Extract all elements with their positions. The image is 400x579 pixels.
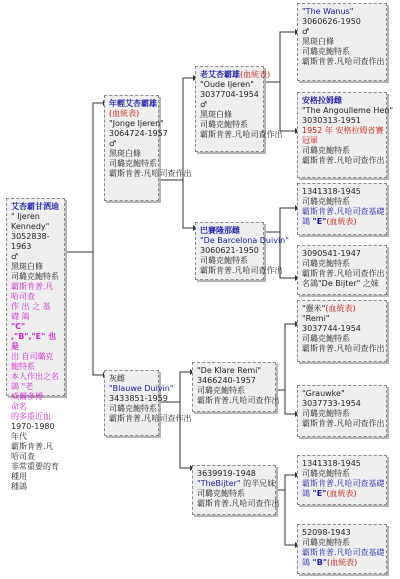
root-breeder: 司璐克鮑特系 — [11, 272, 59, 281]
ss-color: 黑斑白條 — [200, 110, 232, 119]
root-note: 1970-1980 年代 — [11, 422, 55, 441]
root-quote: " Ijeren Kennedy" — [11, 212, 50, 231]
dd-maker: 霸斯肯普.凡哈司查作出 — [197, 499, 280, 508]
dss-quote-cn: "靈米" — [302, 304, 326, 313]
sdd-breeder: 司璐克鮑特系 — [302, 259, 350, 268]
sdd-card[interactable] — [297, 245, 387, 295]
root-note: 霸斯肯普.凡哈司查 — [11, 442, 54, 461]
dds-maker-em: "E" — [312, 489, 327, 498]
ssd-name: 安格拉姆雌 — [302, 96, 342, 105]
root-note: 命名 — [11, 402, 27, 411]
dss-maker: 霸斯肯普.凡哈司查作出 — [302, 344, 385, 353]
sire-quote: "Jonge Ijeren" — [109, 119, 164, 128]
dds-maker-pre: 鴿 — [302, 489, 313, 498]
ddd-maker: 霸斯肯普.凡哈司查基礎 — [302, 548, 385, 557]
ssd-note: 冠軍 — [302, 136, 318, 145]
ssd-note: 1952 年 安格拉姆省賽 — [302, 126, 384, 135]
male-symbol-icon: ♂ — [11, 252, 19, 261]
dds-maker-line — [302, 489, 382, 499]
dd-quote-line — [197, 479, 276, 489]
dam-card[interactable] — [104, 370, 192, 436]
ssd-breeder: 司璐克鮑特系 — [302, 146, 350, 155]
dd-id: 3639919-1948 — [197, 469, 256, 478]
dsd-card[interactable] — [297, 385, 387, 437]
ddd-maker-line — [302, 558, 382, 568]
sds-id: 1341318-1945 — [302, 187, 361, 196]
sss-card[interactable] — [297, 3, 387, 81]
ssd-maker: 霸斯肯普.凡哈司查作出 — [302, 156, 385, 165]
ddd-breeder: 司璐克鮑特系 — [302, 538, 350, 547]
ds-quote: "De Klare Remi" — [197, 366, 262, 375]
sds-maker: 霸斯肯普.凡哈司查基礎 — [302, 207, 385, 216]
dsd-id: 3037733-1954 — [302, 399, 361, 408]
sss-id: 3060626-1950 — [302, 17, 361, 26]
dss-card[interactable] — [297, 300, 387, 362]
pedigree-link[interactable]: (血統表) — [109, 109, 140, 118]
dam-quote: "Blauwe Duivin" — [109, 384, 174, 393]
root-note: 作 出 之 基 礎 鴿 — [11, 302, 51, 321]
sds-maker-pre: 鴿 — [302, 217, 313, 226]
ss-name-line — [200, 70, 271, 80]
sss-breeder: 司璐克鮑特系 — [302, 47, 350, 56]
sire-name: 年輕艾杏霸雄 — [109, 99, 157, 108]
dss-breeder: 司璐克鮑特系 — [302, 334, 350, 343]
root-pigeon-card[interactable] — [6, 198, 65, 491]
dss-quote: "Remi" — [302, 314, 330, 323]
sire-color: 黑斑白條 — [109, 149, 141, 158]
male-symbol-icon: ♂ — [302, 27, 310, 36]
ddd-maker-pre: 鴿 — [302, 558, 313, 567]
sire-card[interactable] — [104, 95, 192, 201]
dsd-maker: 霸斯肯普.凡哈司查作出 — [302, 419, 385, 428]
sire-sire-card[interactable] — [195, 66, 283, 152]
sss-quote: "The Wanus" — [302, 7, 354, 16]
sd-maker: 霸斯肯普.凡哈司查作出 — [200, 266, 283, 275]
ddd-id: 52098-1943 — [302, 528, 351, 537]
root-note: 霸斯肯普.凡哈司查 — [11, 282, 54, 301]
root-note: 本人作出之名鴿 "老 — [11, 372, 59, 391]
ssd-quote: "The Angoulleme Hen" — [302, 106, 393, 115]
sdd-note: 名鴿"De Bijter" 之妹 — [302, 279, 379, 288]
root-note: 出 自司璐克鮑特系 — [11, 352, 54, 371]
dam-maker: 霸斯肯普.凡哈司查作出 — [109, 414, 192, 423]
dam-sire-card[interactable] — [192, 362, 280, 412]
sss-maker: 霸斯肯普.凡哈司查作出 — [302, 57, 385, 66]
sd-name: 巴賽隆那雌 — [200, 226, 240, 235]
dd-breeder: 司璐克鮑特系 — [197, 489, 245, 498]
dds-card[interactable] — [297, 455, 387, 505]
sds-maker-em: "E" — [312, 217, 327, 226]
ds-breeder: 司璐克鮑特系 — [197, 386, 245, 395]
dsd-breeder: 司璐克鮑特系 — [302, 409, 350, 418]
ssd-card[interactable] — [297, 92, 393, 178]
ss-quote: "Oude Ijeren" — [200, 80, 254, 89]
ddd-card[interactable] — [297, 524, 387, 574]
sdd-maker: 霸斯肯普.凡哈司查作出 — [302, 269, 385, 278]
sds-maker-line — [302, 217, 382, 227]
ss-name: 老艾杏霸雄 — [200, 70, 240, 79]
sds-card[interactable] — [297, 183, 387, 235]
sire-id: 3064724-1957 — [109, 129, 168, 138]
sdd-id: 3090541-1947 — [302, 249, 361, 258]
root-name: 艾杏霸甘洒迪 — [11, 202, 59, 211]
ddd-maker-em: "B" — [312, 558, 327, 567]
root-note: 威爾多傅 — [11, 392, 43, 401]
dd-quote-suffix: 的半兄妹 — [240, 479, 276, 488]
dam-name: 灰雌 — [109, 374, 125, 383]
pedigree-link[interactable]: (血統表) — [326, 217, 357, 226]
root-note: 的多重近血 — [11, 412, 51, 421]
root-color: 黑斑白條 — [11, 262, 43, 271]
sd-id: 3060621-1950 — [200, 246, 259, 255]
male-symbol-icon: ♂ — [200, 100, 208, 109]
male-symbol-icon: ♂ — [109, 139, 117, 148]
sire-dam-card[interactable] — [195, 222, 289, 280]
root-note: "C" ,"B","E" 也 是 — [11, 322, 57, 351]
ss-maker: 霸斯肯普.凡哈司查作出 — [200, 130, 283, 139]
ss-breeder: 司璐克鮑特系 — [200, 120, 248, 129]
sire-maker: 霸斯肯普.凡哈司查作出 — [109, 169, 192, 178]
pedigree-link[interactable]: (血統表) — [240, 70, 271, 79]
ds-maker: 霸斯肯普.凡哈司查作出 — [197, 396, 280, 405]
dam-breeder: 司璐克鮑特系 — [109, 404, 157, 413]
sire-breeder: 司璐克鮑特系 — [109, 159, 157, 168]
sds-breeder: 司璐克鮑特系 — [302, 197, 350, 206]
sss-color: 黑斑白條 — [302, 37, 334, 46]
ssd-id: 3030313-1951 — [302, 116, 361, 125]
dam-dam-card[interactable] — [192, 465, 280, 515]
ds-id: 3466240-1957 — [197, 376, 256, 385]
root-note: 種鴿 — [11, 482, 27, 491]
dds-breeder: 司璐克鮑特系 — [302, 469, 350, 478]
sd-quote: "De Barcelona Duivin" — [200, 236, 289, 245]
dds-id: 1341318-1945 — [302, 459, 361, 468]
root-id: 3052838-1963 — [11, 232, 50, 251]
pedigree-link[interactable]: (血統表) — [326, 489, 357, 498]
sd-breeder: 司璐克鮑特系 — [200, 256, 248, 265]
pedigree-link[interactable]: (血統表) — [326, 558, 358, 567]
pedigree-link[interactable]: (血統表) — [325, 304, 356, 313]
dss-name-line — [302, 304, 382, 314]
dds-maker: 霸斯肯普.凡哈司查基礎 — [302, 479, 385, 488]
root-note: 非常重要的育種用 — [11, 462, 59, 481]
dsd-quote: "Grauwke" — [302, 389, 345, 398]
dss-id: 3037744-1954 — [302, 324, 361, 333]
dd-quote: "TheBijter" — [197, 479, 241, 488]
ss-id: 3037704-1954 — [200, 90, 259, 99]
dam-id: 3433851-1959 — [109, 394, 168, 403]
